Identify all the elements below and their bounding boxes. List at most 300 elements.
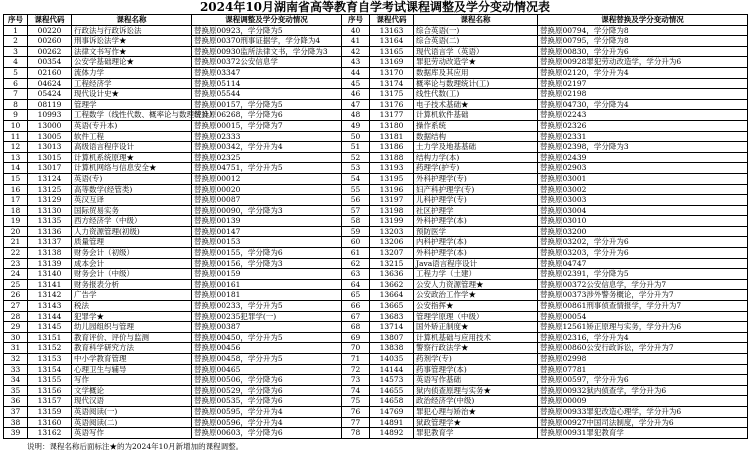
course-name: 财务会计（中级） [72,269,192,280]
course-name: 社区护理学 [414,205,538,216]
course-name: 数据结构 [414,131,538,142]
course-code: 14769 [370,406,414,417]
change-description: 替换原00233，学分升为5 [192,301,342,312]
change-description: 替换原00009 [538,396,748,407]
course-name: 英语写作基础 [414,375,538,386]
course-name: 结构力学(本) [414,152,538,163]
row-number: 43 [342,57,370,68]
course-code: 14891 [370,417,414,428]
course-code: 13206 [370,237,414,248]
course-code: 14892 [370,428,414,439]
row-number: 48 [342,110,370,121]
course-name: 英语(专) [72,173,192,184]
row-number: 15 [4,173,28,184]
table-row [4,46,748,57]
course-name: 高等数学(经管类) [72,184,192,195]
change-description: 替换原12561矫正原理与实务，学分升为6 [538,322,748,333]
row-number: 38 [4,417,28,428]
course-code: 13195 [370,173,414,184]
row-number: 60 [342,237,370,248]
change-description: 替换原00928罪犯劳动改造学，学分升为6 [538,57,748,68]
row-number: 76 [342,406,370,417]
row-number: 6 [4,78,28,89]
course-code: 13155 [28,375,72,386]
change-description: 替换原02331 [538,131,748,142]
course-code: 13176 [370,99,414,110]
course-code: 13141 [28,279,72,290]
change-description: 替换原00932狱内侦查学，学分升为6 [538,385,748,396]
row-number: 18 [4,205,28,216]
course-name: 计算机软件基础 [414,110,538,121]
change-description: 替换原00535，学分降为6 [192,396,342,407]
table-header-row [4,15,748,26]
change-description: 替换原03001 [538,173,748,184]
change-description: 替换原00342，学分升为4 [192,142,342,153]
change-description: 替换原00387 [192,322,342,333]
row-number: 41 [342,36,370,47]
course-name: 教育科学研究方法 [72,343,192,354]
change-description: 替换原00015，学分降为7 [192,120,342,131]
table-row [4,78,748,89]
change-description: 替换原02197 [538,78,748,89]
table-row [4,301,748,312]
course-code: 13186 [370,142,414,153]
course-name: 西方经济学（中级） [72,216,192,227]
course-code: 13160 [28,417,72,428]
row-number: 3 [4,46,28,57]
change-description: 替换原00153 [192,237,342,248]
course-code: 13180 [370,120,414,131]
course-code: 13005 [28,131,72,142]
table-row [4,163,748,174]
row-number: 52 [342,152,370,163]
row-number: 26 [4,290,28,301]
change-description: 替换原00596，学分升为4 [192,417,342,428]
change-description: 替换原04747 [538,258,748,269]
row-number: 28 [4,311,28,322]
course-name: 电子技术基础★ [414,99,538,110]
course-code: 13129 [28,195,72,206]
course-code: 13156 [28,385,72,396]
change-description: 替换原02391，学分降为5 [538,269,748,280]
table-row [4,290,748,301]
change-description: 替换原02120，学分升为4 [538,67,748,78]
row-number: 9 [4,110,28,121]
course-code: 13170 [370,67,414,78]
table-row [4,57,748,68]
course-name: 心理卫生与辅导 [72,364,192,375]
course-name: 操作系统 [414,120,538,131]
table-row [4,279,748,290]
change-description: 替换原00372公安信息学 [192,57,342,68]
row-number: 30 [4,332,28,343]
row-number: 67 [342,311,370,322]
column-header: 课程代码 [28,15,72,26]
change-description: 替换原00927中国司法制度，学分升为6 [538,417,748,428]
change-description: 替换原00860公安行政诉讼，学分升为7 [538,343,748,354]
change-description: 替换原00830，学分升为6 [538,46,748,57]
row-number: 27 [4,301,28,312]
row-number: 14 [4,163,28,174]
row-number: 4 [4,57,28,68]
course-adjustment-table [3,14,748,439]
course-name: 外科护理学(本) [414,216,538,227]
course-code: 05424 [28,89,72,100]
course-name: 预防医学 [414,226,538,237]
table-row [4,99,748,110]
row-number: 53 [342,163,370,174]
table-row [4,131,748,142]
course-code: 13151 [28,332,72,343]
row-number: 20 [4,226,28,237]
column-header: 序号 [4,15,28,26]
course-code: 13162 [28,428,72,439]
row-number: 25 [4,279,28,290]
row-number: 33 [4,364,28,375]
course-name: 计算机系统原理★ [72,152,192,163]
course-name: 管理学 [72,99,192,110]
change-description: 替换原00450，学分升为5 [192,332,342,343]
course-name: 写作 [72,375,192,386]
course-name: 行政法与行政诉讼法 [72,25,192,36]
row-number: 37 [4,406,28,417]
course-name: 英语写作 [72,428,192,439]
course-code: 13215 [370,258,414,269]
row-number: 8 [4,99,28,110]
column-header: 课程名称 [414,15,538,26]
change-description: 替换原02198 [538,89,748,100]
course-name: 狱内侦查原理与实务★ [414,385,538,396]
change-description: 替换原00603，学分降为6 [192,428,342,439]
course-name: 犯罪学★ [72,311,192,322]
change-description: 替换原03003 [538,195,748,206]
change-description: 替换原00458，学分升为5 [192,354,342,365]
course-code: 00354 [28,57,72,68]
course-code: 13175 [370,89,414,100]
course-name: 罪犯劳动改造学★ [414,57,538,68]
course-code: 13015 [28,152,72,163]
course-code: 13135 [28,216,72,227]
table-row [4,120,748,131]
column-header: 课程替换及学分变动情况 [538,15,748,26]
course-name: Java语言程序设计 [414,258,538,269]
change-description: 替换原02439 [538,152,748,163]
row-number: 29 [4,322,28,333]
course-code: 13177 [370,110,414,121]
change-description: 替换原00054 [538,311,748,322]
page-title: 2024年10月湖南省高等教育自学考试课程调整及学分变动情况表 [199,0,551,14]
row-number: 42 [342,46,370,57]
course-name: 概率论与数理统计(工) [414,78,538,89]
course-name: 刑事诉讼法学★ [72,36,192,47]
course-code: 13714 [370,322,414,333]
course-code: 13139 [28,258,72,269]
course-name: 政治经济学(中级) [414,396,538,407]
row-number: 16 [4,184,28,195]
change-description: 替换原03200 [538,226,748,237]
row-number: 64 [342,279,370,290]
table-row [4,248,748,259]
change-description: 替换原07781 [538,364,748,375]
course-code: 13198 [370,205,414,216]
change-description: 替换原05114 [192,78,342,89]
course-name: 外科护理学(本) [414,248,538,259]
course-name: 妇产科护理学(专) [414,184,538,195]
table-row [4,36,748,47]
row-number: 78 [342,428,370,439]
row-number: 65 [342,290,370,301]
course-name: 管理学原理（中级） [414,311,538,322]
row-number: 51 [342,142,370,153]
table-row [4,354,748,365]
row-number: 61 [342,248,370,259]
row-number: 39 [4,428,28,439]
row-number: 1 [4,25,28,36]
course-name: 警察行政法学★ [414,343,538,354]
table-body [4,25,748,438]
course-name: 公安人力资源管理★ [414,279,538,290]
course-name: 工程力学（土建） [414,269,538,280]
table-row [4,195,748,206]
change-description: 替换原00087 [192,195,342,206]
course-code: 14658 [370,396,414,407]
course-name: 税法 [72,301,192,312]
course-name: 广告学 [72,290,192,301]
course-code: 13142 [28,290,72,301]
row-number: 63 [342,269,370,280]
course-code: 13683 [370,311,414,322]
course-name: 英语(专升本) [72,120,192,131]
course-name: 人力资源管理(初级) [72,226,192,237]
course-name: 计算机网络与信息安全★ [72,163,192,174]
course-code: 13145 [28,322,72,333]
course-name: 中小学教育管理 [72,354,192,365]
course-name: 综合英语(二) [414,36,538,47]
change-description: 替换原04751，学分升为5 [192,163,342,174]
row-number: 59 [342,226,370,237]
course-code: 13807 [370,332,414,343]
table-row [4,173,748,184]
change-description: 替换原02998 [538,354,748,365]
course-name: 综合英语(一) [414,25,538,36]
course-code: 13838 [370,343,414,354]
table-row [4,226,748,237]
change-description: 替换原02903 [538,163,748,174]
row-number: 77 [342,417,370,428]
course-name: 高级语言程序设计 [72,142,192,153]
row-number: 44 [342,67,370,78]
row-number: 11 [4,131,28,142]
course-name: 内科护理学(本) [414,237,538,248]
course-name: 计算机基础与应用技术 [414,332,538,343]
row-number: 5 [4,67,28,78]
course-code: 13140 [28,269,72,280]
row-number: 23 [4,258,28,269]
row-number: 66 [342,301,370,312]
course-name: 数据库及其应用 [414,67,538,78]
change-description: 替换原03002 [538,184,748,195]
table-row [4,216,748,227]
course-name: 财务会计（初级） [72,248,192,259]
row-number: 54 [342,173,370,184]
course-name: 土力学及地基基础 [414,142,538,153]
course-name: 线性代数(工) [414,89,538,100]
row-number: 68 [342,322,370,333]
course-name: 工程数学（线性代数、概率论与数理统计） [72,110,192,121]
table-row [4,343,748,354]
row-number: 22 [4,248,28,259]
row-number: 35 [4,385,28,396]
table-row [4,396,748,407]
row-number: 10 [4,120,28,131]
row-number: 40 [342,25,370,36]
course-name: 英语阅读(二) [72,417,192,428]
course-code: 13664 [370,290,414,301]
table-row [4,428,748,439]
course-name: 英语阅读(一) [72,406,192,417]
course-name: 教育评价、评价与监测 [72,332,192,343]
course-code: 10993 [28,110,72,121]
table-row [4,205,748,216]
change-description: 替换原00155，学分降为6 [192,248,342,259]
row-number: 46 [342,89,370,100]
change-description: 替换原00794，学分降为8 [538,25,748,36]
column-header: 课程调整及学分变动情况 [192,15,342,26]
table-row [4,332,748,343]
table-row [4,311,748,322]
row-number: 69 [342,332,370,343]
course-code: 13662 [370,279,414,290]
row-number: 13 [4,152,28,163]
course-code: 13193 [370,163,414,174]
change-description: 替换原00370刑事证据学，学分降为4 [192,36,342,47]
course-name: 公安政治工作学★ [414,290,538,301]
change-description: 替换原00012 [192,173,342,184]
course-name: 软件工程 [72,131,192,142]
course-name: 质量管理 [72,237,192,248]
course-code: 13152 [28,343,72,354]
change-description: 替换原03347 [192,67,342,78]
course-name: 国际贸易实务 [72,205,192,216]
course-name: 现代语言学（英语） [414,46,538,57]
course-code: 13125 [28,184,72,195]
course-code: 13203 [370,226,414,237]
change-description: 替换原02398，学分降为3 [538,142,748,153]
course-code: 13665 [370,301,414,312]
row-number: 34 [4,375,28,386]
change-description: 替换原00597，学分升为6 [538,375,748,386]
course-name: 公安学基础理论★ [72,57,192,68]
change-description: 替换原00923，学分降为5 [192,25,342,36]
table-row [4,322,748,333]
row-number: 24 [4,269,28,280]
row-number: 36 [4,396,28,407]
footnote: 说明：课程名称后面标注★的为2024年10月新增加的课程调整。 [27,441,244,451]
change-description: 替换原00181 [192,290,342,301]
change-description: 替换原00931罪犯教育学 [538,428,748,439]
row-number: 2 [4,36,28,47]
change-description: 替换原00506，学分降为6 [192,375,342,386]
table-row [4,142,748,153]
change-description: 替换原00465 [192,364,342,375]
table-row [4,375,748,386]
row-number: 55 [342,184,370,195]
course-code: 13136 [28,226,72,237]
course-name: 罪犯教育学 [414,428,538,439]
change-description: 替换原04730，学分降为4 [538,99,748,110]
course-code: 13207 [370,248,414,259]
change-description: 替换原00529，学分降为6 [192,385,342,396]
change-description: 替换原00147 [192,226,342,237]
change-description: 替换原02325 [192,152,342,163]
table-row [4,89,748,100]
course-code: 00220 [28,25,72,36]
table-row [4,406,748,417]
course-name: 外科护理学(专) [414,173,538,184]
change-description: 替换原00595，学分升为4 [192,406,342,417]
row-number: 72 [342,364,370,375]
row-number: 58 [342,216,370,227]
table-row [4,417,748,428]
course-code: 13197 [370,195,414,206]
course-name: 药剂学(专) [414,354,538,365]
change-description: 替换原03202，学分升为6 [538,237,748,248]
row-number: 12 [4,142,28,153]
change-description: 替换原00933罪犯改造心理学，学分升为6 [538,406,748,417]
course-code: 14573 [370,375,414,386]
course-code: 13130 [28,205,72,216]
change-description: 替换原02333 [192,131,342,142]
row-number: 56 [342,195,370,206]
course-code: 13169 [370,57,414,68]
change-description: 替换原00930监所法律文书，学分降为3 [192,46,342,57]
course-name: 公安指挥★ [414,301,538,312]
course-code: 13143 [28,301,72,312]
row-number: 57 [342,205,370,216]
course-name: 罪犯心理与矫治★ [414,406,538,417]
course-name: 国外矫正制度★ [414,322,538,333]
change-description: 替换原00373涉外警务概论，学分升为7 [538,290,748,301]
course-code: 13165 [370,46,414,57]
course-name: 工程经济学 [72,78,192,89]
change-description: 替换原00156，学分降为3 [192,258,342,269]
course-code: 13157 [28,396,72,407]
course-name: 儿科护理学(专) [414,195,538,206]
table-row [4,385,748,396]
row-number: 49 [342,120,370,131]
table-row [4,258,748,269]
course-name: 法律文书写作★ [72,46,192,57]
course-name: 药理学(护专) [414,163,538,174]
row-number: 45 [342,78,370,89]
course-code: 13636 [370,269,414,280]
table-row [4,25,748,36]
course-code: 13159 [28,406,72,417]
course-code: 13138 [28,248,72,259]
change-description: 替换原00157，学分降为5 [192,99,342,110]
change-description: 替换原03203，学分升为6 [538,248,748,259]
row-number: 7 [4,89,28,100]
row-number: 17 [4,195,28,206]
change-description: 替换原03010 [538,216,748,227]
change-description: 替换原03004 [538,205,748,216]
table-row [4,269,748,280]
table-row [4,364,748,375]
course-code: 00262 [28,46,72,57]
course-code: 13188 [370,152,414,163]
course-name: 文学概论 [72,385,192,396]
row-number: 75 [342,396,370,407]
